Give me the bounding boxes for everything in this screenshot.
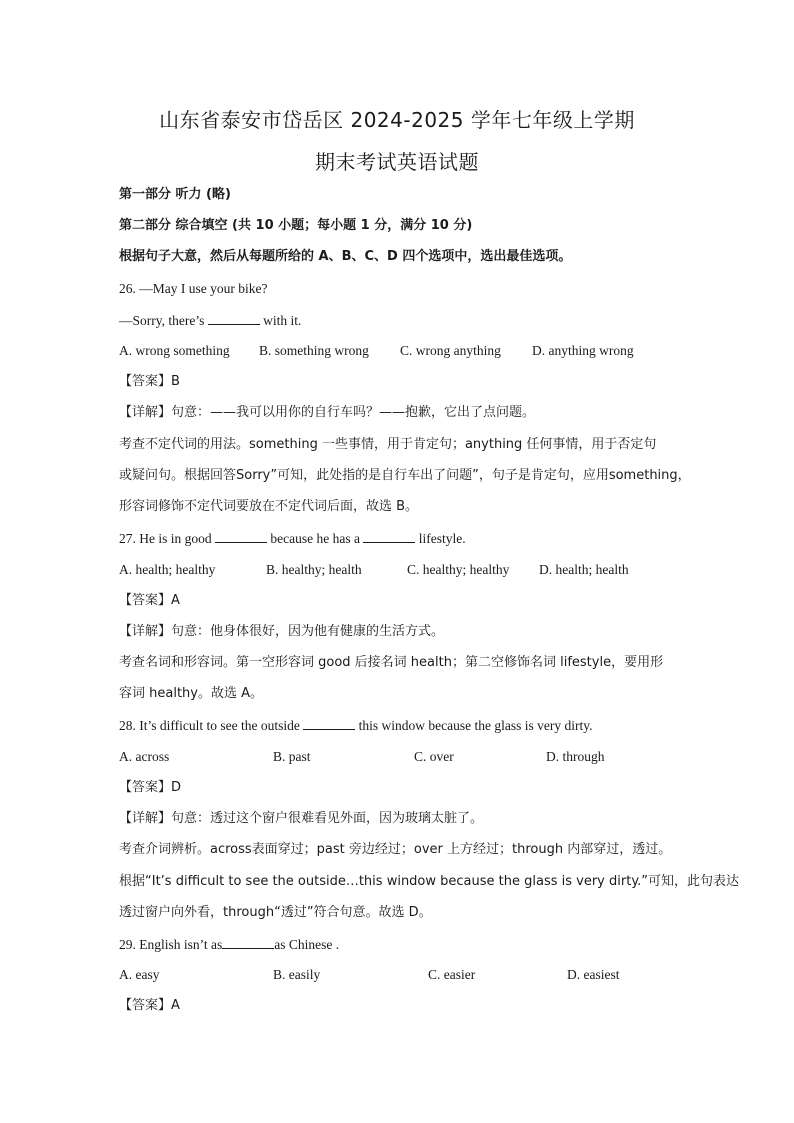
q26-response-start: —Sorry, there’s <box>119 313 208 328</box>
q29-blank <box>222 936 274 949</box>
q26-option-c: C. wrong anything <box>400 343 501 358</box>
q28-option-d: D. through <box>546 749 605 764</box>
q27-detail: 【详解】句意：他身体很好，因为他有健康的生活方式。 <box>119 624 445 639</box>
q27-option-a: A. health; healthy <box>119 562 216 577</box>
part1-heading: 第一部分 听力 (略) <box>119 187 231 202</box>
q27-explanation-2: 容词 healthy。故选 A。 <box>119 686 264 701</box>
q26-explanation-1: 考查不定代词的用法。something 一些事情，用于肯定句；anything 任何事情，用于否定句 <box>119 437 657 452</box>
q28-option-a: A. across <box>119 749 170 764</box>
instruction-text: 根据句子大意，然后从每题所给的 A、B、C、D 四个选项中，选出最佳选项。 <box>119 249 572 264</box>
document-title-line1: 山东省泰安市岱岳区 2024-2025 学年七年级上学期 <box>159 108 635 132</box>
q27-text-3: lifestyle. <box>415 531 466 546</box>
q27-option-d: D. health; health <box>539 562 629 577</box>
q26-answer: 【答案】B <box>119 374 180 389</box>
q27-option-b: B. healthy; health <box>266 562 362 577</box>
q28-text-2: this window because the glass is very dirty. <box>355 718 593 733</box>
q29-question <box>119 936 339 953</box>
q27-option-c: C. healthy; healthy <box>407 562 510 577</box>
q28-explanation-3: 透过窗户向外看，through“透过”符合句意。故选 D。 <box>119 905 432 920</box>
q29-option-a: A. easy <box>119 967 160 982</box>
q28-text-1: 28. It’s difficult to see the outside <box>119 718 304 733</box>
q28-answer: 【答案】D <box>119 780 182 795</box>
q27-question <box>119 530 466 547</box>
q28-option-c: C. over <box>414 749 454 764</box>
q27-blank-1 <box>215 530 267 543</box>
q29-option-c: C. easier <box>428 967 476 982</box>
q27-text-2: because he has a <box>267 531 364 546</box>
q27-explanation-1: 考查名词和形容词。第一空形容词 good 后接名词 health；第二空修饰名词 lifestyle，要用形 <box>119 655 664 670</box>
q28-detail: 【详解】句意：透过这个窗户很难看见外面，因为玻璃太脏了。 <box>119 811 484 826</box>
q29-option-d: D. easiest <box>567 967 620 982</box>
q27-blank-2 <box>363 530 415 543</box>
q27-answer: 【答案】A <box>119 593 180 608</box>
q28-blank <box>303 717 355 730</box>
part2-heading: 第二部分 综合填空 (共 10 小题；每小题 1 分，满分 10 分) <box>119 218 473 233</box>
q29-option-b: B. easily <box>273 967 321 982</box>
q28-option-b: B. past <box>273 749 311 764</box>
q29-text-2: as Chinese . <box>274 937 340 952</box>
q27-text-1: 27. He is in good <box>119 531 215 546</box>
q26-detail: 【详解】句意：——我可以用你的自行车吗？——抱歉，它出了点问题。 <box>119 405 536 420</box>
q26-question: 26. —May I use your bike? <box>119 281 268 296</box>
q29-text-1: 29. English isn’t as <box>119 937 223 952</box>
q26-response-end: with it. <box>259 313 302 328</box>
q28-question <box>119 717 592 734</box>
q26-explanation-3: 形容词修饰不定代词要放在不定代词后面，故选 B。 <box>119 499 419 514</box>
q28-explanation-2: 根据“It’s difficult to see the outside…this window because the glass is very dirty.”可知，此句表达 <box>119 874 740 889</box>
q26-option-a: A. wrong something <box>119 343 230 358</box>
q26-option-d: D. anything wrong <box>532 343 634 358</box>
q26-option-b: B. something wrong <box>259 343 369 358</box>
q26-blank <box>208 312 260 325</box>
q29-answer: 【答案】A <box>119 998 180 1013</box>
q26-response <box>119 312 301 329</box>
q28-explanation-1: 考查介词辨析。across表面穿过；past 旁边经过；over 上方经过；through 内部穿过，透过。 <box>119 842 672 857</box>
q26-explanation-2: 或疑问句。根据回答Sorry”可知，此处指的是自行车出了问题”，句子是肯定句，应用something， <box>119 468 691 483</box>
document-title-line2: 期末考试英语试题 <box>315 150 479 174</box>
